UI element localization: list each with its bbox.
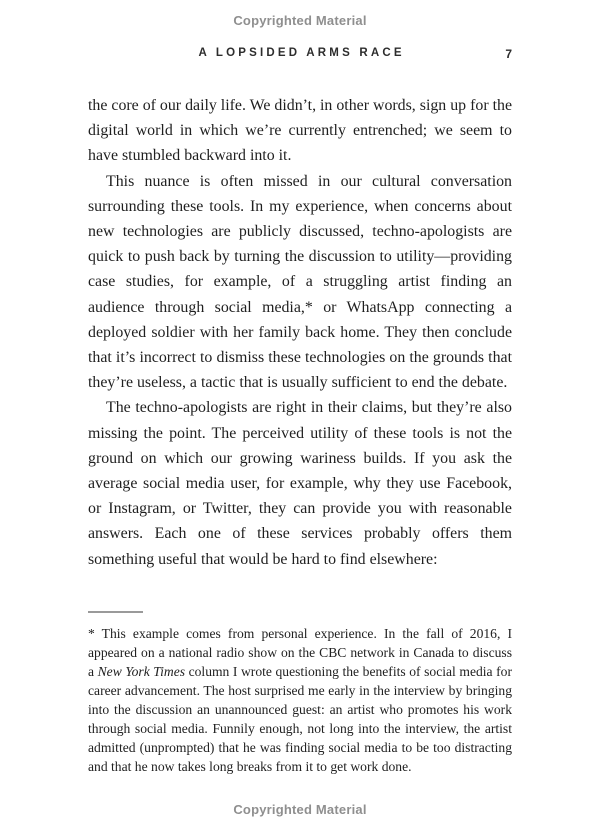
footnote-text-before: This example comes from personal experience. In the fall of 2016, I appeared on a national radio show on the CBC network in Canada to discuss a <box>88 626 512 679</box>
body-text <box>88 93 512 572</box>
body-paragraph: the core of our daily life. We didn’t, in other words, sign up for the digital world in which we’re currently entrenched; we seem to have stumbled backward into it. <box>88 97 512 165</box>
footnote <box>88 611 512 776</box>
running-head <box>88 47 512 63</box>
footnote-publication-title: New York Times <box>97 664 186 679</box>
copyright-notice-bottom: Copyrighted Material <box>233 802 367 817</box>
footnote-text <box>88 624 512 776</box>
page-number: 7 <box>505 47 512 61</box>
copyright-notice-top: Copyrighted Material <box>233 13 367 28</box>
chapter-title: A LOPSIDED ARMS RACE <box>198 47 405 59</box>
body-paragraph: The techno-apologists are right in their claims, but they’re also missing the point. The perceived utility of these tools is not the ground on which our growing wariness builds. If you ask the average social media user, for example, why they use Facebook, or Instagram, or Twitter, they can provide you with reasonable answers. Each one of these services probably offers them something useful that would be hard to find elsewhere: <box>88 399 512 568</box>
footnote-marker: * <box>88 626 95 641</box>
footnote-divider <box>88 611 143 613</box>
body-paragraph: This nuance is often missed in our cultural conversation surrounding these tools. In my experience, when concerns about new technologies are publicly discussed, techno-apologists are quick to push back by turning the discussion to utility—providing case studies, for example, of a struggling artist finding an audience through social media,* or WhatsApp connecting a deployed soldier with her family back home. They then conclude that it’s incorrect to dismiss these technologies on the grounds that they’re useless, a tactic that is usually sufficient to end the debate. <box>88 172 512 392</box>
footnote-text-after: column I wrote questioning the benefits of social media for career advancement. The host surprised me early in the interview by bringing into the discussion an unannounced guest: an artist who promotes his work through social media. Funnily enough, not long into the interview, the artist admitted (unprompted) that he was finding social media to be too distracting and that he now takes long breaks from it to get work done. <box>88 664 512 774</box>
